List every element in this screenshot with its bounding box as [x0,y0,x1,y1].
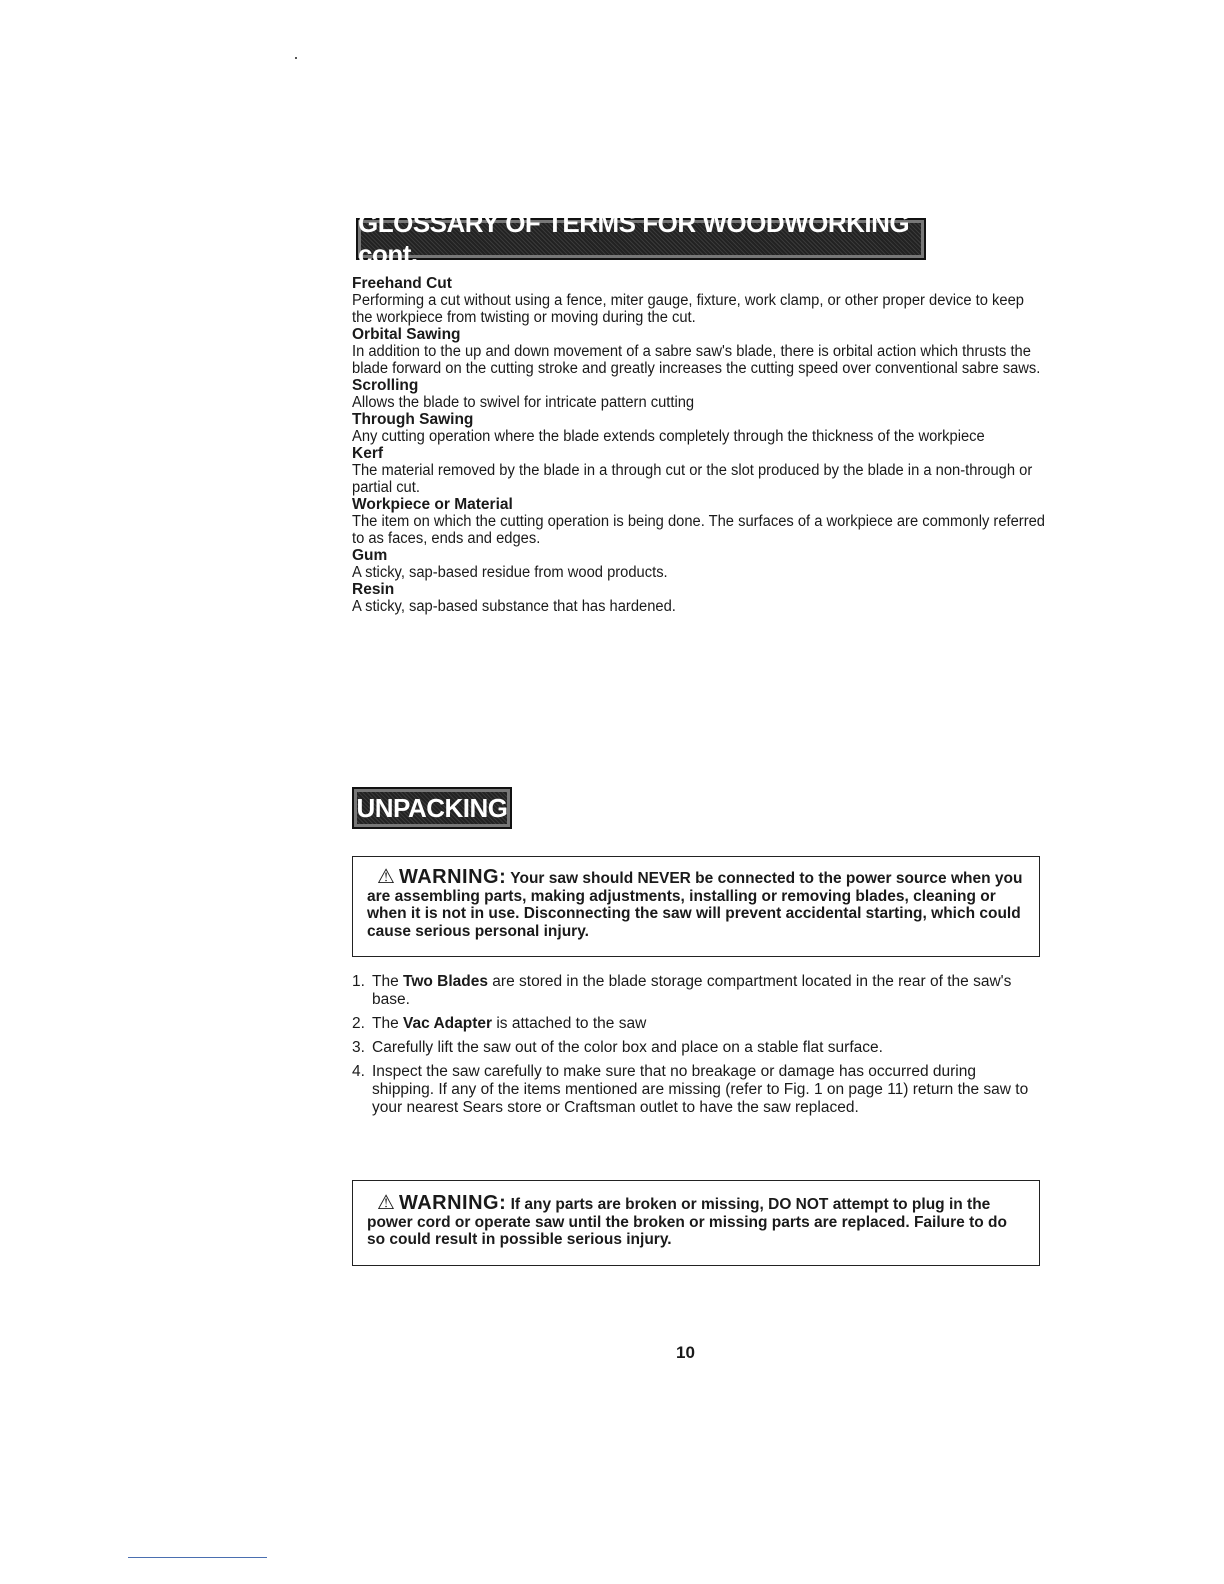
glossary-section-header: GLOSSARY OF TERMS FOR WOODWORKING cont. [356,218,926,260]
glossary-definition: A sticky, sap-based substance that has hardened. [352,598,676,615]
step-text: Inspect the saw carefully to make sure that no breakage or damage has occurred during shipping. If any of the items mentioned are missing (refer to Fig. 1 on page 11) return the saw to your nearest Sears store or Craftsman outlet to have the saw replaced. [372,1063,1029,1116]
list-item [352,973,1052,1009]
glossary-definition: The material removed by the blade in a through cut or the slot produced by the blade in a non-through or partial cut. [352,462,1033,496]
step-bold-text: Two Blades [403,973,488,990]
glossary-definition: Allows the blade to swivel for intricate pattern cutting [352,394,695,411]
step-number: 3. [352,1039,365,1056]
warning-triangle-icon: ⚠ [377,1192,395,1214]
glossary-definition: The item on which the cutting operation is being done. The surfaces of a workpiece are commonly referred to as faces, ends and edges. [352,513,1045,547]
scan-speck [295,57,297,59]
glossary-list [352,275,1052,615]
glossary-entry [352,496,1052,547]
step-number: 2. [352,1015,365,1032]
step-number: 1. [352,973,365,990]
glossary-entry [352,547,1052,581]
list-item [352,1015,1052,1033]
glossary-term: Scrolling [352,377,419,394]
glossary-entry [352,581,1052,615]
warning-label: WARNING: [398,1192,507,1214]
glossary-definition: Performing a cut without using a fence, miter gauge, fixture, work clamp, or other proper device to keep the workpiece from twisting or moving during the cut. [352,292,1024,326]
warning-label: WARNING: [398,866,507,888]
glossary-entry [352,275,1052,326]
glossary-term: Through Sawing [352,411,474,428]
step-text: is attached to the saw [492,1015,647,1032]
glossary-term: Gum [352,547,388,564]
glossary-term: Kerf [352,445,384,462]
step-number: 4. [352,1063,365,1080]
glossary-term: Freehand Cut [352,275,452,292]
list-item [352,1063,1052,1117]
step-bold-text: Vac Adapter [403,1015,493,1032]
step-text: Carefully lift the saw out of the color box and place on a stable flat surface. [372,1039,883,1056]
warning-text: If any parts are broken or missing, DO NOT attempt to plug in the power cord or operate saw until the broken or missing parts are replaced. Failure to do so could result in possible serious injury. [367,1196,1007,1248]
step-text: The [372,973,404,990]
glossary-definition: Any cutting operation where the blade extends completely through the thickness of the workpiece [352,428,985,445]
glossary-entry [352,326,1052,377]
glossary-definition: In addition to the up and down movement of a sabre saw's blade, there is orbital action which thrusts the blade forward on the cutting stroke and greatly increases the cutting speed over conventional sabre saws. [352,343,1041,377]
unpacking-section-header: UNPACKING [352,787,512,829]
page-number: 10 [676,1343,695,1362]
step-text: are stored in the blade storage compartment located in the rear of the saw's base. [372,973,1012,1008]
list-item [352,1039,1052,1057]
footer-rule [128,1557,267,1558]
glossary-entry [352,411,1052,445]
step-text: The [372,1015,404,1032]
warning-box [352,856,1040,957]
warning-triangle-icon: ⚠ [377,866,395,888]
unpacking-steps [352,973,1052,1123]
glossary-entry [352,445,1052,496]
warning-text: Your saw should NEVER be connected to the power source when you are assembling parts, making adjustments, installing or removing blades, cleaning or when it is not in use. Disconnecting the saw will prevent accidental starting, which could cause serious personal injury. [367,870,1023,940]
glossary-term: Workpiece or Material [352,496,513,513]
glossary-term: Orbital Sawing [352,326,461,343]
glossary-term: Resin [352,581,395,598]
glossary-entry [352,377,1052,411]
glossary-definition: A sticky, sap-based residue from wood products. [352,564,668,581]
warning-box [352,1180,1040,1266]
